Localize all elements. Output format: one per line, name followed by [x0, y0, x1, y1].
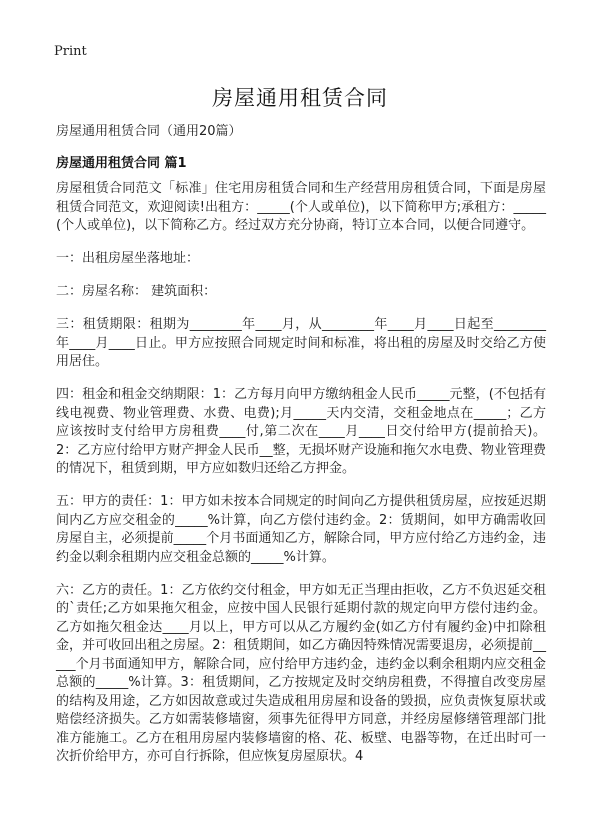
paragraph-clause-4: 四：租金和租金交纳期限：1：乙方每月向甲方缴纳租金人民币_____元整，(不包括有线电视费、物业管理费、水费、电费);月_____天内交清，交租金地点在_____；乙方应该按时支付给甲方房租费____付,第二次在____月____日交付给甲方(提前拾天)。2：乙方应付给甲方财产押金人民币__整，无损坏财产设施和拖欠水电费、物业管理费的情况下，租赁到期，甲方应如数归还给乙方押金。 — [56, 387, 546, 476]
document-subtitle: 房屋通用租赁合同（通用20篇） — [56, 124, 242, 139]
document-title: 房屋通用租赁合同 — [212, 86, 388, 110]
paragraph-clause-3: 三：租赁期限：租期为________年____月，从________年____月____日起至________年____月____日止。甲方应按照合同规定时间和标准，将出租的房屋及时交给乙方使用居住。 — [56, 317, 546, 369]
paragraph-clause-5: 五：甲方的责任：1：甲方如未按本合同规定的时间向乙方提供租赁房屋，应按延迟期间内乙方应交租金的_____%计算，向乙方偿付违约金。2：赁期间，如甲方确需收回房屋自主，必须提前_____个月书面通知乙方，解除合同，甲方应付给乙方违约金，违约金以剩余租期内应交租金总额的_____%计算。 — [56, 494, 546, 565]
print-link[interactable]: Print — [54, 44, 87, 59]
section-title: 房屋通用租赁合同 篇1 — [56, 156, 187, 171]
paragraph-clause-2: 二：房屋名称： 建筑面积： — [56, 284, 217, 299]
paragraph-clause-1: 一：出租房屋坐落地址： — [56, 251, 200, 266]
paragraph-intro: 房屋租赁合同范文「标准」住宅用房租赁合同和生产经营用房租赁合同，下面是房屋租赁合同范文，欢迎阅读!出租方：_____(个人或单位)，以下简称甲方;承租方：_____(个人或单位)，以下简称乙方。经过双方充分协商，特订立本合同，以便合同遵守。 — [56, 181, 546, 233]
paragraph-clause-6: 六：乙方的责任。1：乙方依约交付租金，甲方如无正当理由拒收，乙方不负迟延交租的`责任;乙方如果拖欠租金，应按中国人民银行延期付款的规定向甲方偿付违约金。乙方如拖欠租金达____月以上，甲方可以从乙方履约金(如乙方付有履约金)中扣除租金，并可收回出租之房屋。2：租赁期间，如乙方确因特殊情况需要退房，必须提前_____个月书面通知甲方，解除合同，应付给甲方违约金，违约金以剩余租期内应交租金总额的_____%计算。3：租赁期间，乙方按规定及时交纳房租费，不得擅自改变房屋的结构及用途，乙方如因故意或过失造成租用房屋和设备的毁损，应负责恢复原状或赔偿经济损失。乙方如需装修墙窗，须事先征得甲方同意，并经房屋修缮管理部门批准方能施工。乙方在租用房屋内装修墙窗的格、花、板壁、电器等物，在迁出时可一次折价给甲方，亦可自行拆除，但应恢复房屋原状。4 — [56, 582, 546, 764]
document-body — [56, 180, 546, 781]
